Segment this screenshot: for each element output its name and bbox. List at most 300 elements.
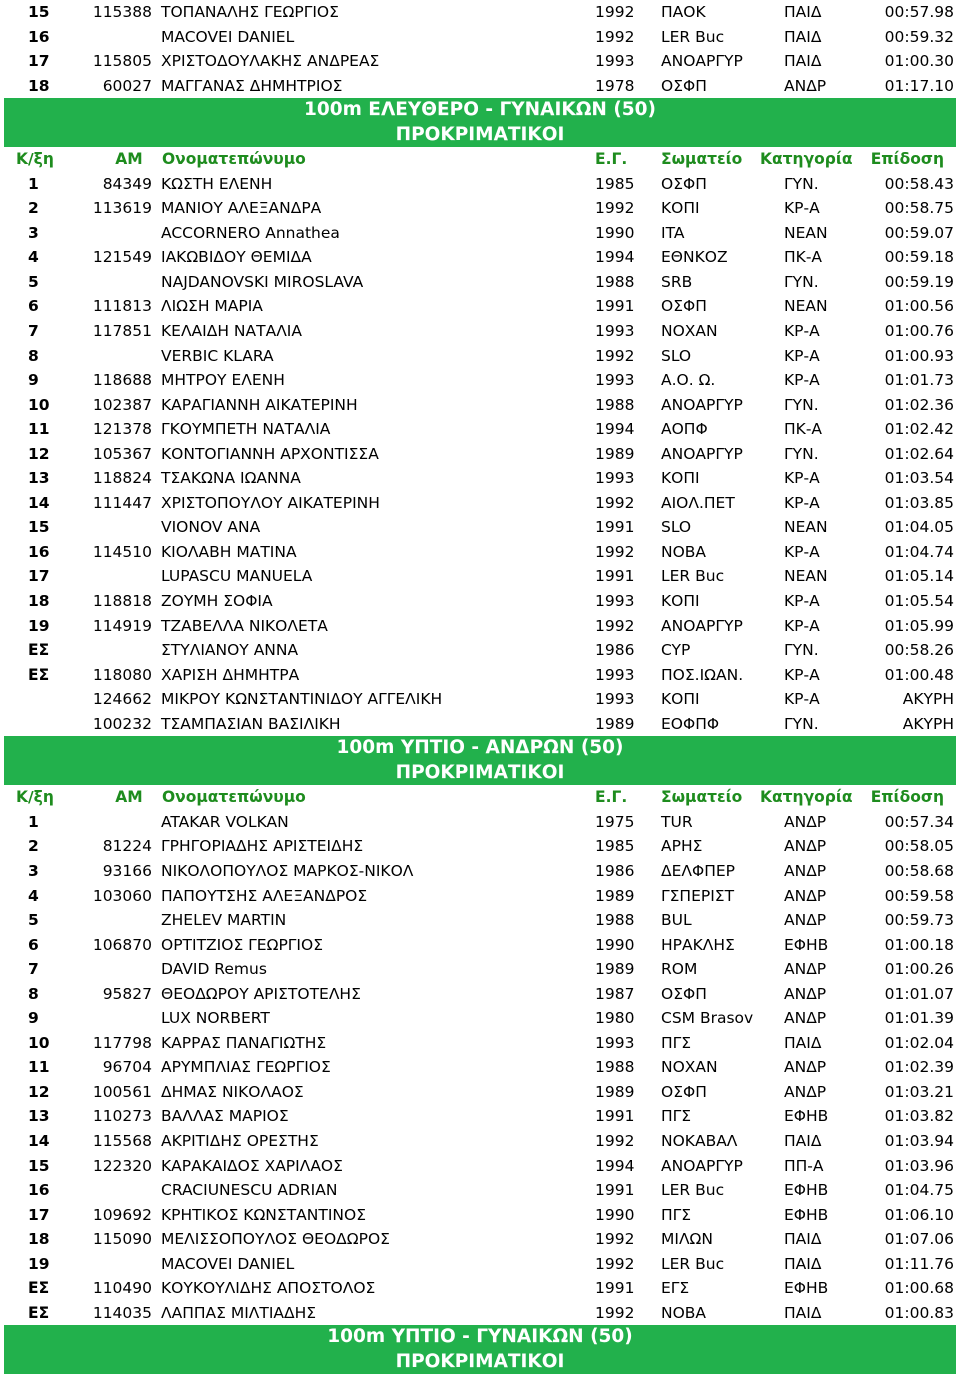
table-row: [0, 442, 960, 467]
member-id-cell: 111813: [92, 297, 152, 316]
time-cell: 01:01.07: [884, 984, 954, 1003]
swimmer-name-cell: LUPASCU MANUELA: [161, 567, 313, 586]
time-cell: 01:00.48: [884, 665, 954, 684]
event-round: ΠΡΟΚΡΙΜΑΤΙΚΟΙ: [395, 1350, 565, 1372]
club-cell: ΟΣΦΠ: [661, 297, 707, 316]
rank-cell: 16: [28, 1181, 50, 1200]
swimmer-name-cell: LUX NORBERT: [161, 1009, 270, 1028]
header-cat: Κατηγορία: [760, 788, 853, 807]
club-cell: SLO: [661, 518, 692, 537]
swimmer-name-cell: CRACIUNESCU ADRIAN: [161, 1181, 338, 1200]
time-cell: 01:01.73: [884, 371, 954, 390]
table-row: [0, 417, 960, 442]
member-id-cell: [84, 1252, 158, 1277]
club-cell: ΚΟΠΙ: [661, 199, 700, 218]
rank-cell: ΕΣ: [28, 665, 50, 684]
swimmer-name-cell: ΚΑΡΡΑΣ ΠΑΝΑΓΙΩΤΗΣ: [161, 1033, 327, 1052]
birth-year-cell: 1990: [595, 1205, 635, 1224]
table-row: [0, 859, 960, 884]
club-cell: ΠΑΟΚ: [661, 3, 706, 21]
header-cat: Κατηγορία: [760, 150, 853, 169]
member-id-cell: [84, 957, 158, 982]
rank-cell: 12: [28, 1082, 50, 1101]
rank-cell: 5: [28, 272, 39, 291]
member-id-cell: 118688: [92, 371, 152, 390]
club-cell: LER Buc: [661, 567, 725, 586]
category-cell: ΑΝΔΡ: [784, 960, 827, 979]
birth-year-cell: 1992: [595, 1303, 635, 1322]
time-cell: 01:17.10: [884, 76, 954, 95]
header-rank: Κ/ξη: [16, 150, 54, 169]
rank-cell: 17: [28, 567, 50, 586]
club-cell: ΚΟΠΙ: [661, 469, 700, 488]
member-id-cell: 96704: [102, 1058, 152, 1077]
header-am: ΑΜ: [115, 150, 143, 169]
rank-cell: 7: [28, 960, 39, 979]
table-row: [0, 687, 960, 712]
birth-year-cell: 1994: [595, 248, 635, 267]
member-id-cell: 102387: [92, 395, 152, 414]
time-cell: 00:59.19: [884, 272, 954, 291]
birth-year-cell: 1988: [595, 395, 635, 414]
table-row: [0, 1276, 960, 1301]
club-cell: ΑΝΟΑΡΓΥΡ: [661, 1156, 743, 1175]
member-id-cell: 117851: [92, 322, 152, 341]
birth-year-cell: 1992: [595, 493, 635, 512]
member-id-cell: 103060: [92, 886, 152, 905]
birth-year-cell: 1992: [595, 1254, 635, 1273]
member-id-cell: [84, 25, 158, 50]
club-cell: ΠΓΣ: [661, 1205, 692, 1224]
rank-cell: 9: [28, 1009, 39, 1028]
category-cell: ΓΥΝ.: [784, 174, 819, 193]
swimmer-name-cell: ΜΕΛΙΣΣΟΠΟΥΛΟΣ ΘΕΟΔΩΡΟΣ: [161, 1230, 390, 1249]
club-cell: ΑΟΠΦ: [661, 420, 708, 439]
member-id-cell: 124662: [92, 690, 152, 709]
time-cell: 00:58.26: [884, 641, 954, 660]
time-cell: 01:02.64: [884, 444, 954, 463]
rank-cell: 3: [28, 861, 39, 880]
time-cell: 00:58.68: [884, 861, 954, 880]
rank-cell: 18: [28, 592, 50, 611]
swimmer-name-cell: ΖΟΥΜΗ ΣΟΦΙΑ: [161, 592, 273, 611]
swimmer-name-cell: ΤΣΑΚΩΝΑ ΙΩΑΝΝΑ: [161, 469, 301, 488]
category-cell: ΠΑΙΔ: [784, 1230, 822, 1249]
table-row: [0, 1252, 960, 1277]
club-cell: ΟΣΦΠ: [661, 1082, 707, 1101]
rank-cell: 14: [28, 493, 50, 512]
swimmer-name-cell: ΠΑΠΟΥΤΣΗΣ ΑΛΕΞΑΝΔΡΟΣ: [161, 886, 368, 905]
event-round: ΠΡΟΚΡΙΜΑΤΙΚΟΙ: [395, 123, 565, 145]
rank-cell: 13: [28, 1107, 50, 1126]
rank-cell: 18: [28, 1230, 50, 1249]
category-cell: ΚΡ-Α: [784, 542, 820, 561]
category-cell: ΑΝΔΡ: [784, 1009, 827, 1028]
birth-year-cell: 1988: [595, 272, 635, 291]
rank-cell: 8: [28, 346, 39, 365]
birth-year-cell: 1989: [595, 714, 635, 733]
time-cell: 01:00.18: [884, 935, 954, 954]
time-cell: 00:59.58: [884, 886, 954, 905]
club-cell: CYP: [661, 641, 691, 660]
category-cell: ΓΥΝ.: [784, 395, 819, 414]
time-cell: 01:02.36: [884, 395, 954, 414]
table-row: [0, 74, 960, 99]
swimmer-name-cell: ΚΑΡΑΚΑΙΔΟΣ ΧΑΡΙΛΑΟΣ: [161, 1156, 343, 1175]
birth-year-cell: 1991: [595, 1107, 635, 1126]
club-cell: ΓΣΠΕΡΙΣΤ: [661, 886, 735, 905]
member-id-cell: 117798: [92, 1033, 152, 1052]
birth-year-cell: 1990: [595, 223, 635, 242]
time-cell: 01:03.54: [884, 469, 954, 488]
birth-year-cell: 1990: [595, 935, 635, 954]
table-row: [0, 0, 960, 25]
club-cell: ΚΟΠΙ: [661, 592, 700, 611]
table-row: [0, 1301, 960, 1326]
swimmer-name-cell: ΧΡΙΣΤΟΔΟΥΛΑΚΗΣ ΑΝΔΡΕΑΣ: [161, 52, 380, 71]
birth-year-cell: 1994: [595, 1156, 635, 1175]
birth-year-cell: 1978: [595, 76, 635, 95]
birth-year-cell: 1986: [595, 861, 635, 880]
club-cell: ΟΣΦΠ: [661, 76, 707, 95]
time-cell: ΑΚΥΡΗ: [902, 690, 954, 709]
table-row: [0, 196, 960, 221]
table-row: [0, 908, 960, 933]
time-cell: 01:02.42: [884, 420, 954, 439]
swimmer-name-cell: DAVID Remus: [161, 960, 267, 979]
table-row: [0, 1227, 960, 1252]
category-cell: ΝΕΑΝ: [784, 518, 828, 537]
birth-year-cell: 1993: [595, 469, 635, 488]
member-id-cell: 114035: [92, 1303, 152, 1322]
rank-cell: ΕΣ: [28, 641, 50, 660]
member-id-cell: 115090: [92, 1230, 152, 1249]
club-cell: LER Buc: [661, 1181, 725, 1200]
swimmer-name-cell: ΛΑΠΠΑΣ ΜΙΛΤΙΑΔΗΣ: [161, 1303, 317, 1322]
table-row: [0, 393, 960, 418]
swimmer-name-cell: ΤΟΠΑΝΑΛΗΣ ΓΕΩΡΓΙΟΣ: [161, 3, 339, 21]
category-cell: ΚΡ-Α: [784, 199, 820, 218]
rank-cell: 7: [28, 322, 39, 341]
table-row: [0, 1203, 960, 1228]
birth-year-cell: 1987: [595, 984, 635, 1003]
birth-year-cell: 1993: [595, 665, 635, 684]
birth-year-cell: 1992: [595, 616, 635, 635]
club-cell: TUR: [661, 812, 693, 831]
birth-year-cell: 1992: [595, 346, 635, 365]
rank-cell: 15: [28, 518, 50, 537]
time-cell: ΑΚΥΡΗ: [902, 714, 954, 733]
category-cell: ΓΥΝ.: [784, 641, 819, 660]
rank-cell: 6: [28, 297, 39, 316]
rank-cell: 11: [28, 420, 50, 439]
club-cell: ITA: [661, 223, 685, 242]
rank-cell: 9: [28, 371, 39, 390]
swimmer-name-cell: ΑΚΡΙΤΙΔΗΣ ΟΡΕΣΤΗΣ: [161, 1131, 319, 1150]
table-row: [0, 1178, 960, 1203]
time-cell: 01:00.76: [884, 322, 954, 341]
birth-year-cell: 1993: [595, 371, 635, 390]
time-cell: 01:05.54: [884, 592, 954, 611]
category-cell: ΚΡ-Α: [784, 616, 820, 635]
time-cell: 00:57.34: [884, 812, 954, 831]
category-cell: ΑΝΔΡ: [784, 76, 827, 95]
swimmer-name-cell: ΜΑΝΙΟΥ ΑΛΕΞΑΝΔΡΑ: [161, 199, 322, 218]
category-cell: ΚΡ-Α: [784, 493, 820, 512]
club-cell: ΕΘΝΚΟΖ: [661, 248, 728, 267]
member-id-cell: 115805: [92, 52, 152, 71]
column-headers: [0, 785, 960, 810]
birth-year-cell: 1991: [595, 567, 635, 586]
club-cell: Α.Ο. Ω.: [661, 371, 716, 390]
table-row: [0, 319, 960, 344]
swimmer-name-cell: ΜΙΚΡΟΥ ΚΩΝΣΤΑΝΤΙΝΙΔΟΥ ΑΓΓΕΛΙΚΗ: [161, 690, 443, 709]
men-backstroke-results: [0, 810, 960, 1325]
club-cell: ΠΟΣ.ΙΩΑΝ.: [661, 665, 744, 684]
club-cell: ΑΝΟΑΡΓΥΡ: [661, 52, 743, 71]
category-cell: ΑΝΔΡ: [784, 886, 827, 905]
club-cell: ΑΝΟΑΡΓΥΡ: [661, 395, 743, 414]
club-cell: ΝΟΚΑΒΑΛ: [661, 1131, 738, 1150]
event-title: 100m ΕΛΕΥΘΕΡΟ - ΓΥΝΑΙΚΩΝ (50): [303, 99, 657, 121]
member-id-cell: 114510: [92, 542, 152, 561]
swimmer-name-cell: ΚΕΛΑΙΔΗ ΝΑΤΑΛΙΑ: [161, 322, 302, 341]
member-id-cell: [84, 270, 158, 295]
header-name: Ονοματεπώνυμο: [162, 788, 306, 807]
table-row: [0, 810, 960, 835]
swimmer-name-cell: ΚΑΡΑΓΙΑΝΝΗ ΑΙΚΑΤΕΡΙΝΗ: [161, 395, 358, 414]
time-cell: 01:03.82: [884, 1107, 954, 1126]
rank-cell: 17: [28, 1205, 50, 1224]
category-cell: ΠΑΙΔ: [784, 1131, 822, 1150]
event-banner-women-backstroke: [4, 1325, 956, 1374]
swimmer-name-cell: ΒΑΛΛΑΣ ΜΑΡΙΟΣ: [161, 1107, 289, 1126]
time-cell: 00:58.75: [884, 199, 954, 218]
header-year: Ε.Γ.: [595, 788, 628, 807]
category-cell: ΝΕΑΝ: [784, 223, 828, 242]
swimmer-name-cell: ΚΙΟΛΑΒΗ ΜΑΤΙΝΑ: [161, 542, 297, 561]
birth-year-cell: 1985: [595, 174, 635, 193]
rank-cell: 3: [28, 223, 39, 242]
swimmer-name-cell: ΑΡΥΜΠΛΙΑΣ ΓΕΩΡΓΙΟΣ: [161, 1058, 331, 1077]
birth-year-cell: 1993: [595, 52, 635, 71]
member-id-cell: 60027: [102, 76, 152, 95]
category-cell: ΝΕΑΝ: [784, 297, 828, 316]
member-id-cell: 118824: [92, 469, 152, 488]
category-cell: ΓΥΝ.: [784, 444, 819, 463]
event-banner-men-backstroke: [4, 736, 956, 785]
member-id-cell: [84, 344, 158, 369]
table-row: [0, 344, 960, 369]
rank-cell: [0, 712, 84, 737]
category-cell: ΠΠ-Α: [784, 1156, 824, 1175]
category-cell: ΑΝΔΡ: [784, 1082, 827, 1101]
club-cell: ROM: [661, 960, 698, 979]
club-cell: ΝΟΧΑΝ: [661, 322, 718, 341]
swimmer-name-cell: MACOVEI DANIEL: [161, 27, 295, 46]
table-row: [0, 834, 960, 859]
member-id-cell: 106870: [92, 935, 152, 954]
table-row: [0, 589, 960, 614]
club-cell: LER Buc: [661, 27, 725, 46]
category-cell: ΚΡ-Α: [784, 346, 820, 365]
table-row: [0, 515, 960, 540]
birth-year-cell: 1988: [595, 1058, 635, 1077]
rank-cell: 4: [28, 886, 39, 905]
time-cell: 01:00.30: [884, 52, 954, 71]
club-cell: ΗΡΑΚΛΗΣ: [661, 935, 735, 954]
birth-year-cell: 1989: [595, 1082, 635, 1101]
time-cell: 01:00.56: [884, 297, 954, 316]
time-cell: 01:02.39: [884, 1058, 954, 1077]
swimmer-name-cell: ΧΑΡΙΣΗ ΔΗΜΗΤΡΑ: [161, 665, 300, 684]
birth-year-cell: 1991: [595, 518, 635, 537]
column-header-row: [0, 147, 960, 172]
category-cell: ΠΑΙΔ: [784, 1303, 822, 1322]
time-cell: 01:00.83: [884, 1303, 954, 1322]
birth-year-cell: 1992: [595, 1131, 635, 1150]
birth-year-cell: 1985: [595, 837, 635, 856]
category-cell: ΚΡ-Α: [784, 665, 820, 684]
category-cell: ΠΑΙΔ: [784, 1033, 822, 1052]
swimmer-name-cell: MACOVEI DANIEL: [161, 1254, 295, 1273]
table-row: [0, 614, 960, 639]
rank-cell: ΕΣ: [28, 1279, 50, 1298]
time-cell: 01:05.14: [884, 567, 954, 586]
birth-year-cell: 1992: [595, 199, 635, 218]
header-time: Επίδοση: [870, 788, 944, 807]
member-id-cell: 81224: [102, 837, 152, 856]
member-id-cell: 105367: [92, 444, 152, 463]
swimmer-name-cell: ΚΟΝΤΟΓΙΑΝΝΗ ΑΡΧΟΝΤΙΣΣΑ: [161, 444, 379, 463]
table-row: [0, 1080, 960, 1105]
birth-year-cell: 1993: [595, 690, 635, 709]
swimmer-name-cell: ΧΡΙΣΤΟΠΟΥΛΟΥ ΑΙΚΑΤΕΡΙΝΗ: [161, 493, 380, 512]
rank-cell: 12: [28, 444, 50, 463]
time-cell: 00:58.43: [884, 174, 954, 193]
header-club: Σωματείο: [661, 788, 743, 807]
category-cell: ΚΡ-Α: [784, 592, 820, 611]
birth-year-cell: 1992: [595, 1230, 635, 1249]
club-cell: ΝΟΒΑ: [661, 1303, 707, 1322]
swimmer-name-cell: ΙΑΚΩΒΙΔΟΥ ΘΕΜΙΔΑ: [161, 248, 312, 267]
club-cell: ΑΡΗΣ: [661, 837, 703, 856]
rank-cell: 1: [28, 812, 39, 831]
member-id-cell: 121378: [92, 420, 152, 439]
time-cell: 01:06.10: [884, 1205, 954, 1224]
event-banner-women-freestyle: [4, 98, 956, 147]
birth-year-cell: 1993: [595, 592, 635, 611]
member-id-cell: 114919: [92, 616, 152, 635]
time-cell: 01:03.85: [884, 493, 954, 512]
member-id-cell: 122320: [92, 1156, 152, 1175]
club-cell: ΠΓΣ: [661, 1033, 692, 1052]
swimmer-name-cell: ATAKAR VOLKAN: [161, 812, 289, 831]
club-cell: ΚΟΠΙ: [661, 690, 700, 709]
swimmer-name-cell: ACCORNERO Annathea: [161, 223, 340, 242]
category-cell: ΕΦΗΒ: [784, 935, 829, 954]
swimmer-name-cell: ΜΑΓΓΑΝΑΣ ΔΗΜΗΤΡΙΟΣ: [161, 76, 343, 95]
table-row: [0, 1104, 960, 1129]
table-row: [0, 638, 960, 663]
time-cell: 01:00.93: [884, 346, 954, 365]
birth-year-cell: 1992: [595, 3, 635, 21]
rank-cell: 16: [28, 542, 50, 561]
rank-cell: 6: [28, 935, 39, 954]
table-row: [0, 25, 960, 50]
rank-cell: 8: [28, 984, 39, 1003]
member-id-cell: 118818: [92, 592, 152, 611]
club-cell: ΑΙΟΛ.ΠΕΤ: [661, 493, 735, 512]
rank-cell: 17: [28, 52, 50, 71]
swimmer-name-cell: ΔΗΜΑΣ ΝΙΚΟΛΑΟΣ: [161, 1082, 304, 1101]
category-cell: ΠΑΙΔ: [784, 3, 822, 21]
swimmer-name-cell: ZHELEV MARTIN: [161, 911, 287, 930]
member-id-cell: 93166: [102, 861, 152, 880]
rank-cell: [0, 687, 84, 712]
swimmer-name-cell: ΜΗΤΡΟΥ ΕΛΕΝΗ: [161, 371, 285, 390]
club-cell: ΑΝΟΑΡΓΥΡ: [661, 444, 743, 463]
table-row: [0, 1031, 960, 1056]
member-id-cell: [84, 1006, 158, 1031]
time-cell: 01:11.76: [884, 1254, 954, 1273]
category-cell: ΑΝΔΡ: [784, 911, 827, 930]
category-cell: ΓΥΝ.: [784, 714, 819, 733]
swimmer-name-cell: ΘΕΟΔΩΡΟΥ ΑΡΙΣΤΟΤΕΛΗΣ: [161, 984, 361, 1003]
rank-cell: 16: [28, 27, 50, 46]
header-club: Σωματείο: [661, 150, 743, 169]
category-cell: ΠΑΙΔ: [784, 27, 822, 46]
club-cell: SLO: [661, 346, 692, 365]
time-cell: 01:07.06: [884, 1230, 954, 1249]
member-id-cell: 118080: [92, 665, 152, 684]
member-id-cell: 115568: [92, 1131, 152, 1150]
birth-year-cell: 1994: [595, 420, 635, 439]
club-cell: BUL: [661, 911, 692, 930]
swimmer-name-cell: ΚΟΥΚΟΥΛΙΔΗΣ ΑΠΟΣΤΟΛΟΣ: [161, 1279, 376, 1298]
birth-year-cell: 1993: [595, 1033, 635, 1052]
table-row: [0, 245, 960, 270]
table-row: [0, 368, 960, 393]
club-cell: ΑΝΟΑΡΓΥΡ: [661, 616, 743, 635]
category-cell: ΑΝΔΡ: [784, 861, 827, 880]
rank-cell: 18: [28, 76, 50, 95]
member-id-cell: 100232: [92, 714, 152, 733]
swimmer-name-cell: ΤΖΑΒΕΛΛΑ ΝΙΚΟΛΕΤΑ: [161, 616, 328, 635]
birth-year-cell: 1989: [595, 444, 635, 463]
table-row: [0, 712, 960, 737]
club-cell: CSM Brasov: [661, 1009, 754, 1028]
member-id-cell: 115388: [92, 3, 152, 21]
time-cell: 00:57.98: [884, 3, 954, 21]
club-cell: ΜΙΛΩΝ: [661, 1230, 713, 1249]
birth-year-cell: 1989: [595, 960, 635, 979]
time-cell: 01:03.94: [884, 1131, 954, 1150]
category-cell: ΕΦΗΒ: [784, 1107, 829, 1126]
rank-cell: 2: [28, 199, 39, 218]
swimmer-name-cell: ΓΡΗΓΟΡΙΑΔΗΣ ΑΡΙΣΤΕΙΔΗΣ: [161, 837, 364, 856]
category-cell: ΠΚ-Α: [784, 248, 823, 267]
category-cell: ΑΝΔΡ: [784, 984, 827, 1003]
rank-cell: 2: [28, 837, 39, 856]
club-cell: SRB: [661, 272, 693, 291]
club-cell: ΟΣΦΠ: [661, 174, 707, 193]
rank-cell: 10: [28, 1033, 50, 1052]
table-row: [0, 663, 960, 688]
swimmer-name-cell: ΚΡΗΤΙΚΟΣ ΚΩΝΣΤΑΝΤΙΝΟΣ: [161, 1205, 366, 1224]
event-title: 100m ΥΠΤΙΟ - ΓΥΝΑΙΚΩΝ (50): [327, 1326, 633, 1348]
rank-cell: 10: [28, 395, 50, 414]
